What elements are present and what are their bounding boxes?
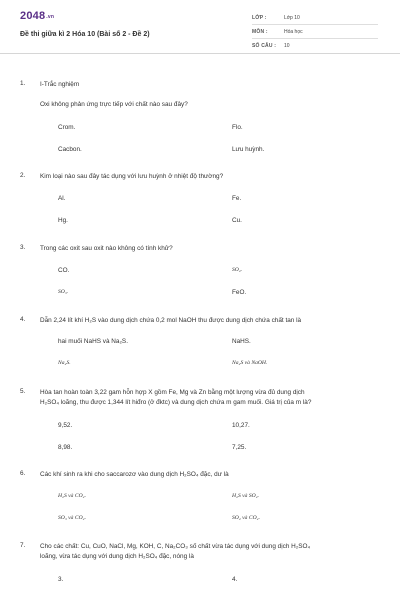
question-stem: Các khí sinh ra khi cho saccarozơ vào dung dịch H₂SO₄ đặc, dư là bbox=[40, 471, 229, 478]
question-stem-line-1: Cho các chất: Cu, CuO, NaCl, Mg, KOH, C, Na₂CO₃ số chất vừa tác dụng với dung dịch H₂SO₄ bbox=[40, 543, 311, 550]
page-title: Đề thi giữa kì 2 Hóa 10 (Bài số 2 - Đề 2) bbox=[20, 31, 150, 38]
question-1 bbox=[20, 80, 380, 160]
option-c[interactable]: SO₃ và CO₂. bbox=[58, 515, 86, 521]
page-header bbox=[0, 0, 400, 54]
question-number: 7. bbox=[20, 542, 26, 549]
option-a[interactable]: hai muối NaHS và Na₂S. bbox=[58, 338, 128, 345]
question-stem: Kim loại nào sau đây tác dụng với lưu huỳnh ở nhiệt độ thường? bbox=[40, 173, 224, 180]
question-stem: Trong các oxit sau oxit nào không có tính khử? bbox=[40, 245, 173, 252]
option-a[interactable]: 3. bbox=[58, 576, 64, 583]
option-b[interactable]: 4. bbox=[232, 576, 238, 583]
option-a[interactable]: 9,52. bbox=[58, 422, 73, 429]
meta-subject bbox=[252, 28, 378, 39]
option-d[interactable]: FeO. bbox=[232, 289, 247, 296]
meta-subject-value: Hóa học bbox=[284, 29, 303, 35]
option-c[interactable]: 8,98. bbox=[58, 444, 73, 451]
question-number: 3. bbox=[20, 244, 26, 251]
option-c[interactable]: Cacbon. bbox=[58, 146, 82, 153]
site-logo[interactable]: 2048.vn bbox=[20, 10, 55, 22]
option-b[interactable]: 10,27. bbox=[232, 422, 250, 429]
meta-class-value: Lớp 10 bbox=[284, 15, 300, 21]
option-b[interactable]: Fe. bbox=[232, 195, 242, 202]
question-stem-line-1: Hòa tan hoàn toàn 3,22 gam hỗn hợp X gồm Fe, Mg và Zn bằng một lượng vừa đủ dung dịch bbox=[40, 389, 305, 396]
option-d[interactable]: 7,25. bbox=[232, 444, 247, 451]
option-a[interactable]: CO. bbox=[58, 267, 70, 274]
question-number: 4. bbox=[20, 316, 26, 323]
meta-subject-label: MÔN : bbox=[252, 29, 268, 35]
question-number: 5. bbox=[20, 388, 26, 395]
question-5 bbox=[20, 388, 380, 458]
option-d[interactable]: Cu. bbox=[232, 217, 242, 224]
option-a[interactable]: Al. bbox=[58, 195, 66, 202]
section-heading: I-Trắc nghiệm bbox=[40, 81, 80, 88]
option-a[interactable]: H₂S và CO₂. bbox=[58, 493, 86, 499]
option-c[interactable]: Hg. bbox=[58, 217, 68, 224]
question-number: 2. bbox=[20, 172, 26, 179]
question-6 bbox=[20, 470, 380, 530]
option-b[interactable]: SO₂. bbox=[232, 267, 243, 273]
meta-count-value: 10 bbox=[284, 43, 290, 49]
question-3 bbox=[20, 244, 380, 304]
meta-class-label: LỚP : bbox=[252, 15, 267, 21]
question-stem: Oxi không phản ứng trực tiếp với chất nào sau đây? bbox=[40, 101, 188, 108]
option-d[interactable]: Lưu huỳnh. bbox=[232, 146, 265, 153]
question-number: 6. bbox=[20, 470, 26, 477]
option-b[interactable]: Flo. bbox=[232, 124, 243, 131]
meta-count bbox=[252, 42, 378, 53]
question-stem: Dẫn 2,24 lít khí H₂S vào dung dịch chứa 0,2 mol NaOH thu được dung dịch chứa chất tan là bbox=[40, 317, 302, 324]
meta-class bbox=[252, 14, 378, 25]
option-c[interactable]: Na₂S. bbox=[58, 360, 71, 366]
question-stem-line-2: loãng, vừa tác dụng với dung dịch H₂SO₄ đặc, nóng là bbox=[40, 553, 194, 560]
option-d[interactable]: SO₂ và CO₂. bbox=[232, 515, 260, 521]
question-4 bbox=[20, 316, 380, 376]
question-2 bbox=[20, 172, 380, 232]
meta-count-label: SỐ CÂU : bbox=[252, 43, 277, 49]
question-7 bbox=[20, 542, 380, 592]
question-stem-line-2: H₂SO₄ loãng, thu được 1,344 lít hiđro (ở đktc) và dung dịch chứa m gam muối. Giá trị của m là? bbox=[40, 399, 312, 406]
option-b[interactable]: NaHS. bbox=[232, 338, 251, 345]
option-c[interactable]: SO₃. bbox=[58, 289, 69, 295]
option-b[interactable]: H₂S và SO₂. bbox=[232, 493, 260, 499]
question-number: 1. bbox=[20, 80, 26, 87]
option-a[interactable]: Crom. bbox=[58, 124, 76, 131]
option-d[interactable]: Na₂S và NaOH. bbox=[232, 360, 268, 366]
